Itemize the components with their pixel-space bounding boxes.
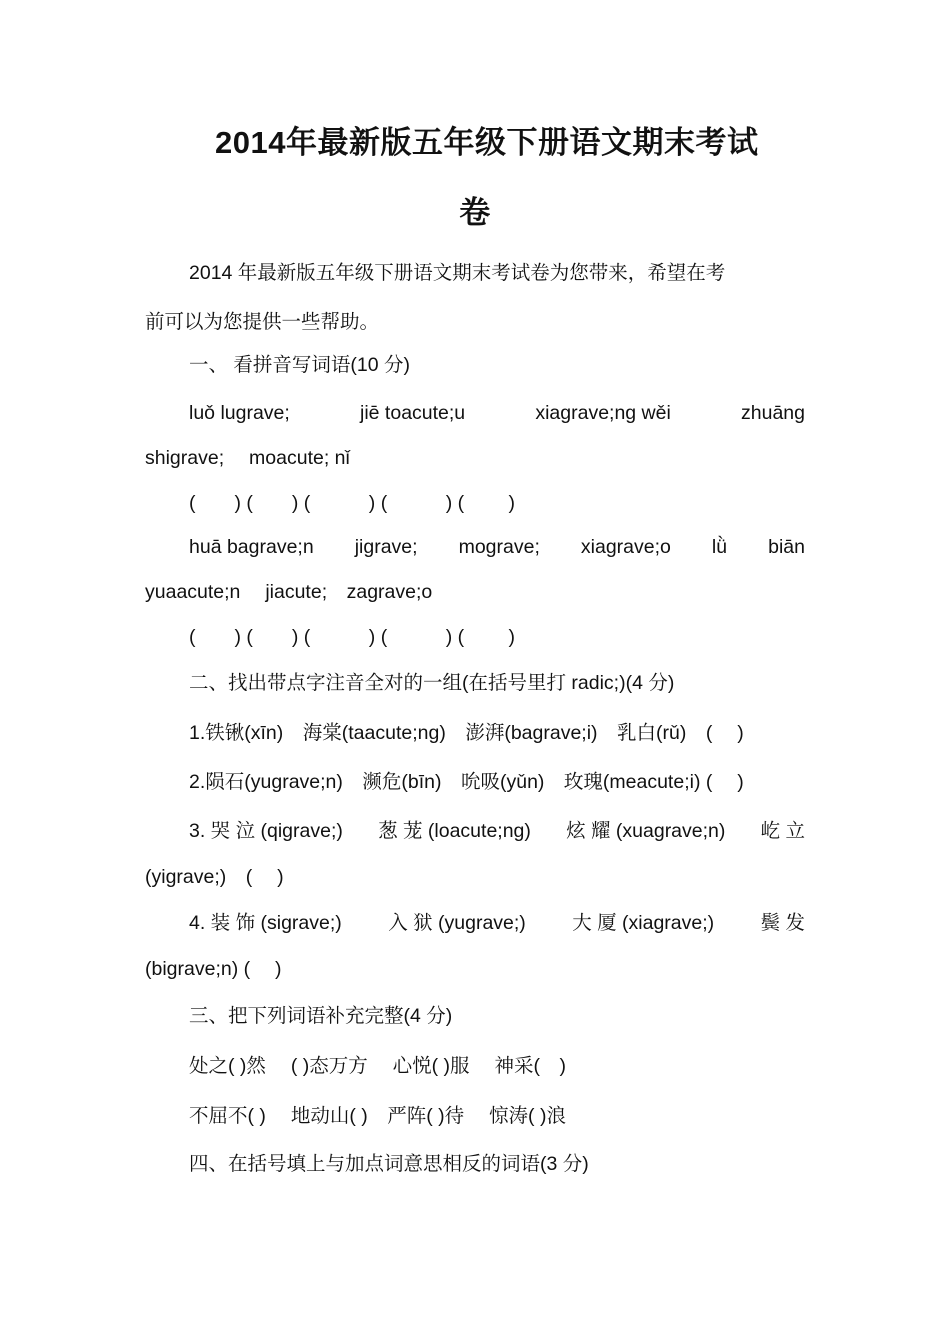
section3-row2: 不屈不( ) 地动山( ) 严阵( )待 惊涛( )浪 bbox=[189, 1105, 566, 1127]
section1-row2-blanks: ( ) ( ) ( ) ( ) ( ) bbox=[189, 626, 516, 648]
pinyin-item: biān bbox=[768, 536, 805, 558]
intro-text-line1: 2014 年最新版五年级下册语文期末考试卷为您带来，希望在考 bbox=[189, 262, 726, 284]
item4-part: 入 狱 (yugrave;) bbox=[388, 912, 526, 934]
section1-row1-pinyin bbox=[189, 400, 805, 426]
pinyin-item: mograve; bbox=[458, 536, 540, 558]
intro-text-line2: 前可以为您提供一些帮助。 bbox=[145, 311, 380, 333]
section1-row1-blanks: ( ) ( ) ( ) ( ) ( ) bbox=[189, 492, 516, 514]
pinyin-item: luǒ lugrave; bbox=[189, 402, 290, 424]
section2-item3-cont: (yigrave;) ( ) bbox=[145, 866, 284, 888]
section1-row2-pinyin bbox=[189, 534, 805, 560]
pinyin-item: jigrave; bbox=[354, 536, 418, 558]
section2-heading: 二、找出带点字注音全对的一组(在括号里打 radic;)(4 分) bbox=[189, 672, 675, 694]
section3-row1: 处之( )然 ( )态万方 心悦( )服 神采( ) bbox=[189, 1055, 566, 1077]
section3-heading: 三、把下列词语补充完整(4 分) bbox=[189, 1005, 453, 1027]
document-title-line1: 2014年最新版五年级下册语文期末考试 bbox=[215, 125, 759, 160]
section4-heading: 四、在括号填上与加点词意思相反的词语(3 分) bbox=[189, 1153, 589, 1175]
item3-part: 3. 哭 泣 (qigrave;) bbox=[189, 820, 343, 842]
section2-item2: 2.陨石(yugrave;n) 濒危(bīn) 吮吸(yǔn) 玫瑰(meacute;i) ( ) bbox=[189, 771, 744, 793]
item4-part: 4. 装 饰 (sigrave;) bbox=[189, 912, 342, 934]
item4-part: 大 厦 (xiagrave;) bbox=[572, 912, 715, 934]
pinyin-item: xiagrave;o bbox=[580, 536, 671, 558]
section1-row2-pinyin-cont: yuaacute;n jiacute; zagrave;o bbox=[145, 581, 433, 603]
item3-part: 炫 耀 (xuagrave;n) bbox=[566, 820, 726, 842]
pinyin-item: xiagrave;ng wěi bbox=[535, 402, 671, 424]
document-title-line2: 卷 bbox=[459, 195, 491, 230]
section2-item1: 1.铁锹(xīn) 海棠(taacute;ng) 澎湃(bagrave;i) 乳白(rǔ) ( ) bbox=[189, 722, 744, 744]
section2-item4-cont: (bigrave;n) ( ) bbox=[145, 958, 282, 980]
item3-part: 葱 茏 (loacute;ng) bbox=[378, 820, 531, 842]
section1-row1-pinyin-cont: shigrave; moacute; nǐ bbox=[145, 447, 350, 469]
pinyin-item: zhuāng bbox=[741, 402, 805, 424]
pinyin-item: huā bagrave;n bbox=[189, 536, 314, 558]
item4-part: 鬓 发 bbox=[760, 912, 805, 934]
section2-item4 bbox=[189, 910, 805, 936]
item3-part: 屹 立 bbox=[760, 820, 805, 842]
pinyin-item: lǜ bbox=[711, 536, 728, 558]
section1-heading: 一、 看拼音写词语(10 分) bbox=[189, 354, 411, 376]
section2-item3 bbox=[189, 818, 805, 844]
pinyin-item: jiē toacute;u bbox=[360, 402, 466, 424]
